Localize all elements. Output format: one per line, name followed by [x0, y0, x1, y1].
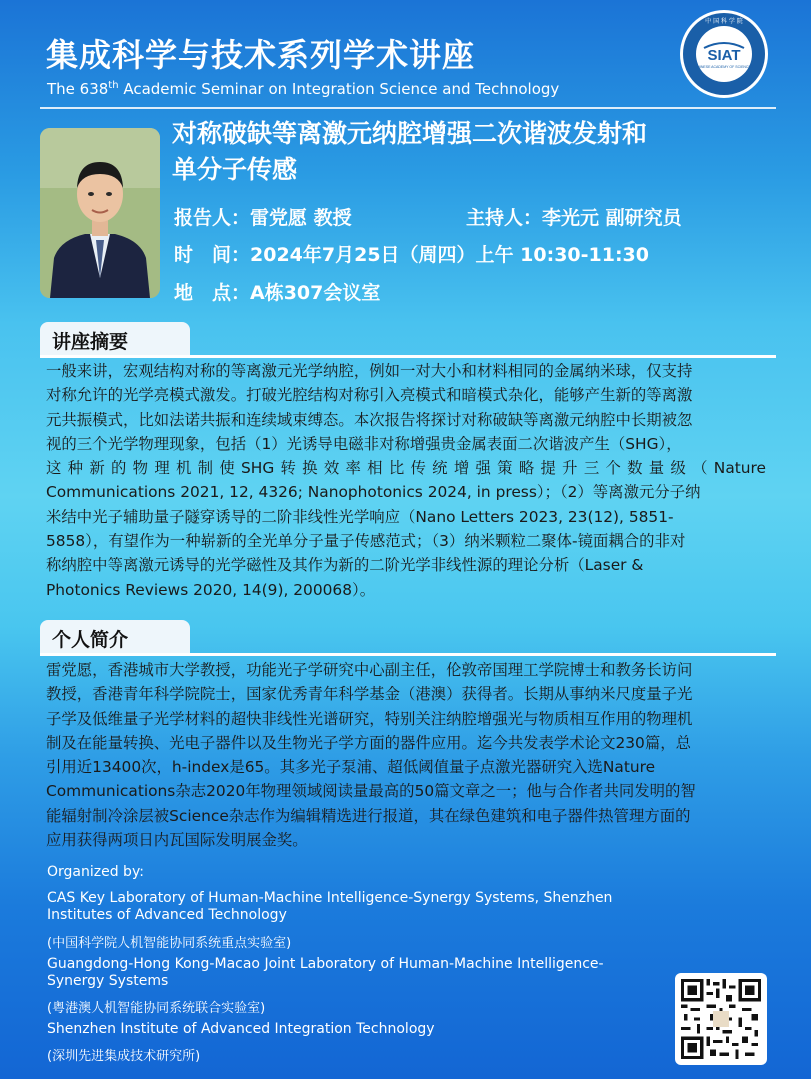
qr-code	[675, 973, 767, 1065]
organizer-2-en: Guangdong-Hong Kong-Macao Joint Laboratory of Human-Machine Intelligence-Synergy Systems	[47, 956, 604, 989]
bio-line: 能辐射制冷涂层被Science杂志作为编辑精选进行报道，其在绿色建筑和电子器件热管理方面的	[46, 806, 691, 825]
bio-line: 制及在能量转换、光电子器件以及生物光子学方面的器件应用。迄今共发表学术论文230篇，总	[46, 733, 692, 752]
place-label: 地 点：A栋307会议室	[174, 282, 381, 304]
speaker-photo	[40, 128, 160, 298]
abstract-line: 这种新的物理机制使SHG转换效率相比传统增强策略提升三个数量级（Nature	[46, 459, 766, 478]
bio-line: 子学及低维量子光学材料的超快非线性光谱研究，特别关注纳腔增强光与物质相互作用的物理机	[46, 709, 693, 728]
series-title-cn: 集成科学与技术系列学术讲座	[46, 36, 476, 74]
abstract-line: Communications 2021, 12, 4326; Nanophotonics 2024, in press）；（2）等离激元分子纳	[46, 483, 701, 502]
abstract-body	[46, 359, 766, 602]
abstract-line: Photonics Reviews 2020, 14(9), 200068）。	[46, 580, 376, 599]
abstract-heading: 讲座摘要	[40, 322, 190, 356]
abstract-line: 米结中光子辅助量子隧穿诱导的二阶非线性光学响应（Nano Letters 2023, 23(12), 5851-	[46, 507, 674, 526]
abstract-line: 5858），有望作为一种崭新的全光单分子量子传感范式；（3）纳米颗粒二聚体-镜面耦合的非对	[46, 532, 686, 551]
talk-title-line2: 单分子传感	[172, 155, 298, 184]
organizer-1-cn: (中国科学院人机智能协同系统重点实验室)	[47, 936, 292, 951]
bio-line: 引用近13400次，h-index是65。其多光子泵浦、超低阈值量子点激光器研究入选Nature	[46, 758, 656, 777]
svg-text:CHINESE ACADEMY OF SCIENCES: CHINESE ACADEMY OF SCIENCES	[694, 65, 754, 69]
bio-body	[46, 658, 766, 852]
bio-divider	[40, 653, 776, 656]
header	[0, 0, 811, 110]
siat-logo	[678, 8, 770, 100]
talk-title-line1: 对称破缺等离激元纳腔增强二次谐波发射和	[172, 119, 648, 148]
time-label: 时 间：2024年7月25日（周四）上午 10:30-11:30	[174, 244, 650, 266]
organizer-2-cn: (粤港澳人机智能协同系统联合实验室)	[47, 1001, 266, 1016]
abstract-line: 视的三个光学物理现象，包括（1）光诱导电磁非对称增强贵金属表面二次谐波产生（SHG），	[46, 434, 682, 453]
series-title-en: The 638th Academic Seminar on Integration Science and Technology	[47, 80, 560, 98]
speaker-label: 报告人：雷党愿 教授	[174, 207, 352, 229]
host-label: 主持人：李光元 副研究员	[466, 207, 682, 229]
bio-heading: 个人简介	[40, 620, 190, 654]
bio-line: 雷党愿，香港城市大学教授，功能光子学研究中心副主任，伦敦帝国理工学院博士和教务长访问	[46, 661, 693, 679]
organizer-3-en: Shenzhen Institute of Advanced Integration Technology	[47, 1021, 435, 1037]
organizer-3-cn: (深圳先进集成技术研究所)	[47, 1049, 201, 1064]
svg-text:SIAT: SIAT	[707, 47, 741, 64]
header-divider	[40, 107, 776, 109]
abstract-divider	[40, 355, 776, 358]
bio-line: Communications杂志2020年物理领域阅读量最高的50篇文章之一；他与合作者共同发明的智	[46, 782, 696, 801]
abstract-line: 一般来讲，宏观结构对称的等离激元光学纳腔，例如一对大小和材料相同的金属纳米球，仅支持	[46, 362, 693, 380]
abstract-line: 对称允许的光学亮模式激发。打破光腔结构对称引入亮模式和暗模式杂化，能够产生新的等离激	[46, 386, 693, 405]
abstract-line: 元共振模式，比如法诺共振和连续域束缚态。本次报告将探讨对称破缺等离激元纳腔中长期被忽	[46, 410, 693, 429]
talk-title	[172, 116, 782, 188]
organizers-label: Organized by:	[47, 864, 144, 880]
bio-line: 应用获得两项日内瓦国际发明展金奖。	[46, 831, 308, 850]
abstract-line: 称纳腔中等离激元诱导的光学磁性及其作为新的二阶光学非线性源的理论分析（Laser &	[46, 556, 644, 575]
organizer-1-en: CAS Key Laboratory of Human-Machine Intelligence-Synergy Systems, Shenzhen Institutes of Advanced Technology	[47, 890, 613, 923]
bio-line: 教授，香港青年科学院院士，国家优秀青年科学基金（港澳）获得者。长期从事纳米尺度量子光	[46, 685, 693, 704]
svg-text:中 国 科 学 院: 中 国 科 学 院	[705, 18, 743, 25]
